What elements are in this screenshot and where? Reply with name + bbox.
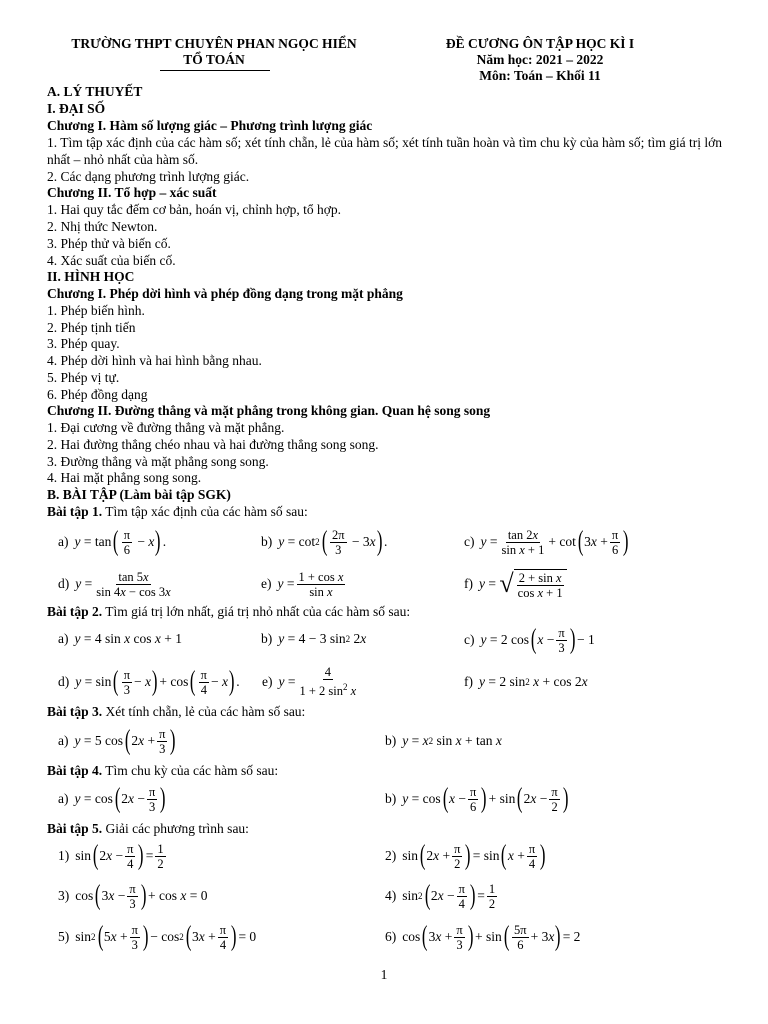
- geometry-heading: II. HÌNH HỌC: [47, 269, 135, 284]
- school-year: Năm học: 2021 – 2022: [476, 52, 604, 67]
- equation-1d: d) y = $\frac{\tan 5x}{\sin 4x - \cos 3x}$: [58, 569, 171, 599]
- geometry-ch1-item: 1. Phép biến hình.: [47, 303, 145, 318]
- equation-1e: e) y = $\frac{\text{1 + cos x}}{\text{sin x}}$: [261, 569, 344, 599]
- exercise-1-prompt: [47, 504, 728, 521]
- equation-1c: c) y = $\frac{\tan 2x}{\text{sin x + 1}}$ + cot ( 3 x + $\frac{\pi}{6}$ ): [464, 524, 631, 560]
- equation-1f: f) y = √ $\frac{\text{2 + sin x}}{\text{cos x + 1}}$: [464, 566, 567, 602]
- geometry-ch1-item: 2. Phép tịnh tiến: [47, 320, 136, 335]
- exercise-text: Tìm giá trị lớn nhất, giá trị nhỏ nhất của các hàm số sau:: [102, 604, 411, 619]
- exercise-text: Xét tính chẵn, lẻ của các hàm số sau:: [102, 704, 306, 719]
- section-theory-heading: A. LÝ THUYẾT: [47, 84, 143, 99]
- exercise-label: Bài tập 4.: [47, 763, 103, 778]
- algebra-ch2-item: 4. Xác suất của biến cố.: [47, 253, 176, 268]
- department-name: TỔ TOÁN: [183, 52, 245, 67]
- equation-1a: a) y = tan ( $\frac{\pi}{6}$ − x ) .: [58, 524, 166, 560]
- document-title: ĐỀ CƯƠNG ÔN TẬP HỌC KÌ I: [445, 36, 635, 51]
- geometry-ch2-item: 3. Đường thẳng và mặt phẳng song song.: [47, 454, 269, 469]
- exercise-5-prompt: [47, 821, 728, 838]
- exercise-text: Tìm chu kỳ của các hàm số sau:: [102, 763, 279, 778]
- geometry-ch2-item: 1. Đại cương về đường thẳng và mặt phẳng.: [47, 420, 285, 435]
- equation-4b: b) y = cos ( x − $\frac{\pi}{6}$ ) + sin ( 2 x − $\frac{\pi}{2}$ ): [385, 781, 570, 817]
- geometry-ch1-item: 5. Phép vị tự.: [47, 370, 120, 385]
- geometry-ch2-title: Chương II. Đường thẳng và mặt phẳng trong không gian. Quan hệ song song: [47, 403, 491, 418]
- equation-5-4: 4) sin 2 ( 2 x − $\frac{\pi}{4}$ ) = $\frac{1}{2}$: [385, 878, 499, 914]
- equation-4a: a) y = cos ( 2 x − $\frac{\pi}{3}$ ): [58, 781, 168, 817]
- exercise-label: Bài tập 1.: [47, 504, 103, 519]
- algebra-ch2-item: 2. Nhị thức Newton.: [47, 219, 158, 234]
- exercise-label: Bài tập 2.: [47, 604, 103, 619]
- geometry-ch2-item: 4. Hai mặt phẳng song song.: [47, 470, 202, 485]
- exercise-4-prompt: [47, 763, 728, 780]
- geometry-ch1-title: Chương I. Phép dời hình và phép đồng dạng trong mặt phẳng: [47, 286, 403, 301]
- algebra-ch2-title: Chương II. Tổ hợp – xác suất: [47, 185, 217, 200]
- algebra-ch2-item: 1. Hai quy tắc đếm cơ bản, hoán vị, chỉnh hợp, tổ hợp.: [47, 202, 341, 217]
- exercise-3-prompt: [47, 704, 728, 721]
- exercise-text: Tìm tập xác định của các hàm số sau:: [102, 504, 308, 519]
- geometry-ch2-item: 2. Hai đường thẳng chéo nhau và hai đường thẳng song song.: [47, 437, 379, 452]
- algebra-ch1-title: Chương I. Hàm số lượng giác – Phương trình lượng giác: [47, 118, 373, 133]
- equation-2f: f) y = 2 sin 2 x + cos 2 x: [464, 674, 588, 689]
- school-name: TRƯỜNG THPT CHUYÊN PHAN NGỌC HIỂN: [71, 36, 357, 51]
- algebra-ch1-item-2: 2. Các dạng phương trình lượng giác.: [47, 169, 250, 184]
- section-exercises-heading: B. BÀI TẬP (Làm bài tập SGK): [47, 487, 231, 502]
- equation-3a: a) y = 5 cos ( 2 x + $\frac{\pi}{3}$ ): [58, 723, 178, 759]
- exercise-text: Giải các phương trình sau:: [102, 821, 249, 836]
- equation-2c: c) y = 2 cos ( x − $\frac{\pi}{3}$ ) − 1: [464, 622, 595, 658]
- header-underline: [160, 70, 270, 71]
- exercise-label: Bài tập 5.: [47, 821, 103, 836]
- page-number: 1: [380, 967, 388, 982]
- equation-3b: b) y = x 2 sin x + tan x: [385, 733, 502, 748]
- algebra-ch2-item: 3. Phép thử và biến cố.: [47, 236, 171, 251]
- geometry-ch1-item: 6. Phép đồng dạng: [47, 387, 148, 402]
- equation-5-1: 1) sin ( 2 x − $\frac{\pi}{4}$ ) = $\frac{1}{2}$: [58, 838, 168, 874]
- geometry-ch1-item: 3. Phép quay.: [47, 336, 120, 351]
- equation-5-5: 5) sin 2 ( 5 x + $\frac{\pi}{3}$ ) − cos 2 ( 3 x + $\frac{\pi}{4}$ ) = 0: [58, 919, 256, 955]
- equation-2d: d) y = sin ( $\frac{\pi}{3}$ − x ) + cos ( $\frac{\pi}{4}$ − x ) .: [58, 664, 240, 700]
- equation-5-2: 2) sin ( 2 x + $\frac{\pi}{2}$ ) = sin ( x + $\frac{\pi}{4}$ ): [385, 838, 547, 874]
- equation-1b: b) y = cot 2 ( $\frac{2\pi}{3}$ − 3 x ) .: [261, 524, 387, 560]
- algebra-heading: I. ĐẠI SỐ: [47, 101, 106, 116]
- subject-line: Môn: Toán – Khối 11: [479, 68, 601, 83]
- equation-5-6: 6) cos ( 3 x + $\frac{\pi}{3}$ ) + sin ( $\frac{5\pi}{6}$ + 3 x ) = 2: [385, 919, 580, 955]
- equation-5-3: 3) cos ( 3 x − $\frac{\pi}{3}$ ) + cos x = 0: [58, 878, 207, 914]
- equation-2b: b) y = 4 − 3 sin 2 2 x: [261, 631, 367, 646]
- equation-2e: e) y = $\frac{4}{1 + 2 \sin^2 x}$: [262, 665, 357, 699]
- equation-2a: a) y = 4 sin x cos x + 1: [58, 631, 182, 646]
- algebra-ch1-item-1: 1. Tìm tập xác định của các hàm số; xét tính chẵn, lẻ của hàm số; xét tính tuần hoàn và tìm chu kỳ của hàm số; tìm giá trị lớn nhất – nhỏ nhất của hàm số.: [47, 135, 722, 167]
- exercise-2-prompt: [47, 604, 728, 621]
- exercise-label: Bài tập 3.: [47, 704, 103, 719]
- geometry-ch1-item: 4. Phép dời hình và hai hình bằng nhau.: [47, 353, 262, 368]
